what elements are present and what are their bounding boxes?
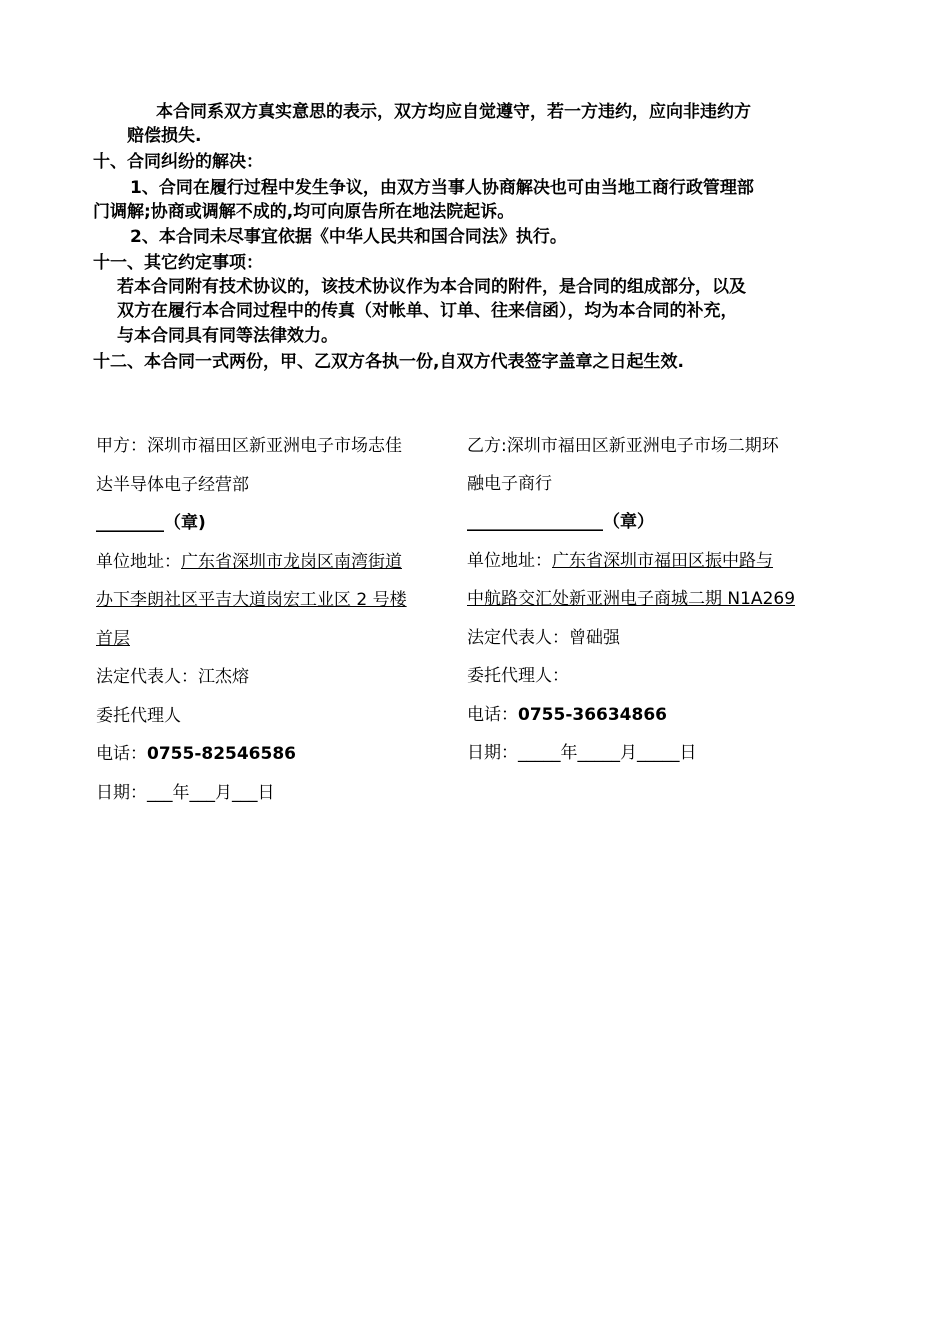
party-a-block xyxy=(96,427,456,812)
section-10-title: 十、合同纠纷的解决： xyxy=(93,152,263,172)
party-a-address-line2: 办下李朗社区平吉大道岗宏工业区 2 号楼 xyxy=(96,590,407,610)
party-b-block xyxy=(467,427,847,773)
party-a-address-line1 xyxy=(96,543,456,582)
party-a-address-line3: 首层 xyxy=(96,628,130,649)
clause-intro-line2: 赔偿损失. xyxy=(127,126,202,146)
party-b-name-line1: 乙方:深圳市福田区新亚洲电子市场二期环 xyxy=(467,436,779,456)
section-12: 十二、本合同一式两份，甲、乙双方各执一份,自双方代表签字盖章之日起生效. xyxy=(93,352,684,372)
section-10-item1-line2: 门调解;协商或调解不成的,均可向原告所在地法院起诉。 xyxy=(93,202,515,222)
party-a-name-line1: 甲方：深圳市福田区新亚洲电子市场志佳 xyxy=(96,436,402,456)
party-b-phone-line xyxy=(467,696,847,735)
party-a-name-line2: 达半导体电子经营部 xyxy=(96,474,249,495)
section-11-line3: 与本合同具有同等法律效力。 xyxy=(117,326,338,346)
party-a-address-label: 单位地址： xyxy=(96,551,181,572)
party-a-address-value: 广东省深圳市龙岗区南湾街道 xyxy=(181,551,402,572)
party-a-legal-rep: 法定代表人：江杰熔 xyxy=(96,667,249,687)
party-b-address-value: 广东省深圳市福田区振中路与 xyxy=(552,550,773,571)
party-a-seal-line xyxy=(96,504,456,543)
party-b-address-line2: 中航路交汇处新亚洲电子商城二期 N1A269 xyxy=(467,589,796,609)
party-b-seal-line xyxy=(467,502,847,542)
party-a-phone-label: 电话： xyxy=(96,744,147,764)
party-a-agent: 委托代理人 xyxy=(96,705,181,726)
party-b-legal-rep: 法定代表人：曾础强 xyxy=(467,627,620,648)
party-b-phone: 0755-36634866 xyxy=(518,704,667,725)
party-a-date: 日期：___年___月___日 xyxy=(96,782,275,803)
section-10-item1-line1: 1、合同在履行过程中发生争议，由双方当事人协商解决也可由当地工商行政管理部 xyxy=(130,178,754,198)
party-b-address-line1 xyxy=(467,542,847,581)
party-a-seal-label: （章) xyxy=(164,513,206,533)
party-b-date: 日期：_____年_____月_____日 xyxy=(467,743,697,763)
party-b-address-label: 单位地址： xyxy=(467,550,552,571)
party-a-phone: 0755-82546586 xyxy=(147,744,296,764)
section-11-title: 十一、其它约定事项： xyxy=(93,253,263,273)
party-b-phone-label: 电话： xyxy=(467,704,518,725)
section-10-item2: 2、本合同未尽事宜依据《中华人民共和国合同法》执行。 xyxy=(130,227,567,247)
section-11-line2: 双方在履行本合同过程中的传真（对帐单、订单、往来信函），均为本合同的补充， xyxy=(117,301,738,321)
party-b-seal-label: （章） xyxy=(603,511,654,532)
clause-intro-line1: 本合同系双方真实意思的表示，双方均应自觉遵守，若一方违约，应向非违约方 xyxy=(156,102,751,122)
party-b-agent: 委托代理人： xyxy=(467,666,569,686)
party-a-seal-blank: ________ xyxy=(96,513,164,533)
party-b-seal-blank: ________________ xyxy=(467,511,603,532)
section-11-line1: 若本合同附有技术协议的，该技术协议作为本合同的附件，是合同的组成部分，以及 xyxy=(117,277,746,297)
party-b-name-line2: 融电子商行 xyxy=(467,473,552,494)
party-a-phone-line xyxy=(96,735,456,774)
